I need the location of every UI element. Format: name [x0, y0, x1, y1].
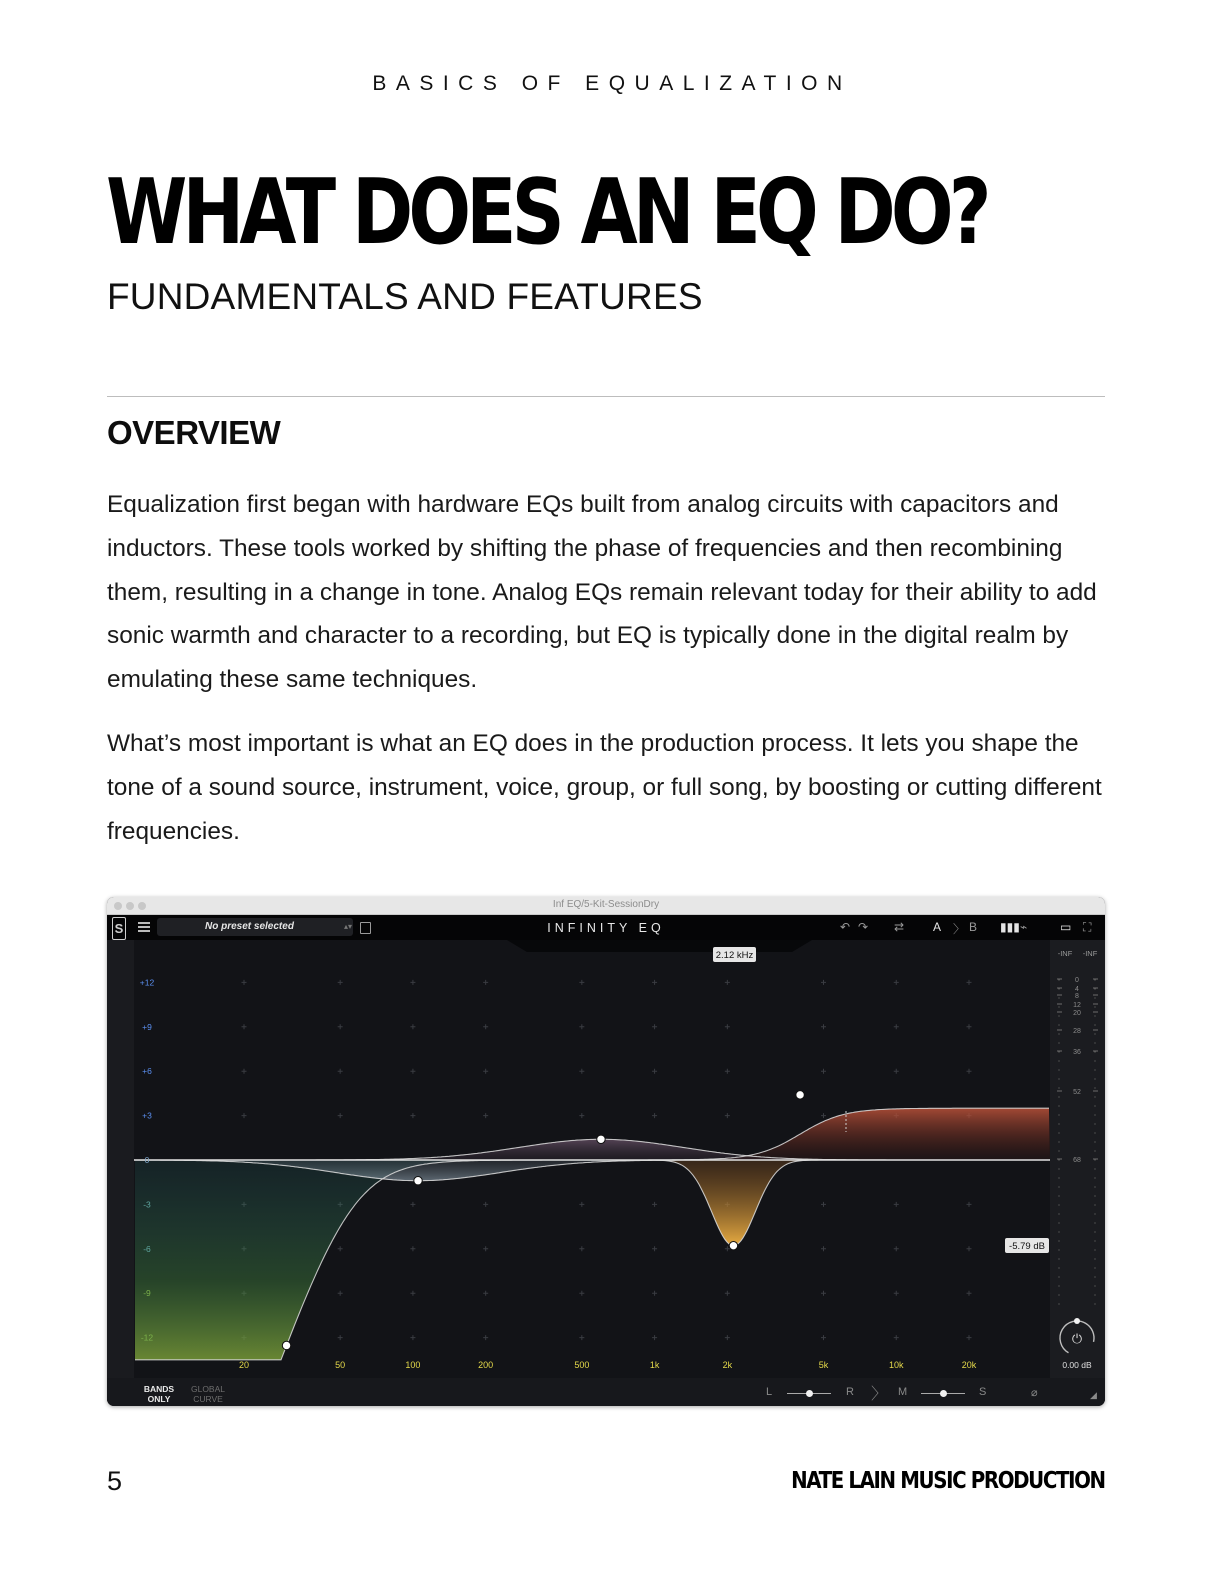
band-node-3[interactable] [597, 1135, 605, 1143]
preset-selector[interactable]: No preset selected [157, 918, 353, 936]
phase-invert-icon[interactable]: ⌀ [1031, 1387, 1038, 1399]
output-gain-knob-marker [1074, 1318, 1080, 1324]
freq-axis-label: 200 [478, 1360, 494, 1370]
gain-axis-panel [107, 940, 134, 1378]
ab-a-button[interactable]: A [933, 920, 942, 934]
stereo-left-label: L [766, 1386, 773, 1398]
freq-axis-label: 20k [961, 1360, 977, 1370]
band-node-5[interactable] [796, 1091, 804, 1099]
page-subtitle: FUNDAMENTALS AND FEATURES [107, 276, 703, 317]
window-titlebar [107, 897, 1105, 915]
gain-axis-label: -3 [143, 1199, 151, 1210]
window-title: Inf EQ/5-Kit-SessionDry [552, 899, 660, 910]
eq-plugin-screenshot [107, 897, 1105, 1406]
meter-tick-label: 20 [1073, 1010, 1081, 1017]
running-header: BASICS OF EQUALIZATION [372, 72, 852, 95]
plugin-brand: INFINITY EQ [547, 921, 665, 935]
resize-handle-icon[interactable]: ◢ [1090, 1390, 1097, 1400]
freq-readout: 2.12 kHz [715, 950, 754, 961]
side-label: S [979, 1386, 987, 1398]
paragraph-overview-2: What’s most important is what an EQ does in the production process. It lets you shape the tone of a sound source, instrument, voice, group, or full song, by boosting or cutting different frequencies. [107, 730, 1102, 845]
meter-tick-label: 0 [1075, 977, 1079, 984]
gain-axis-label: +3 [142, 1110, 152, 1121]
gain-axis-label: +6 [142, 1066, 152, 1077]
meter-tick-label: 36 [1073, 1049, 1081, 1056]
section-divider [107, 396, 1105, 397]
global-curve-toggle[interactable]: GLOBAL CURVE [190, 1384, 226, 1404]
band-node-1[interactable] [282, 1341, 290, 1349]
gain-axis-label: 0 [144, 1155, 150, 1165]
paragraph-overview-1: Equalization first began with hardware EQs built from analog circuits with capacitors and inductors. These tools worked by shifting the phase of frequencies and then recombining them, resulting in a change in tone. Analog EQs remain relevant today for their ability to add sonic warmth and character to a recording, but EQ is typically done in the digital realm by emulating these same techniques. [107, 491, 1097, 694]
gain-axis-label: -6 [143, 1243, 151, 1254]
freq-axis-label: 50 [335, 1360, 346, 1370]
meter-tick-label: 8 [1075, 993, 1079, 1000]
gain-axis-label: -9 [143, 1288, 151, 1299]
meter-left-peak: -INF [1057, 949, 1073, 958]
gain-axis-label: +9 [142, 1021, 152, 1032]
compare-link-icon[interactable]: ⇄ [894, 920, 905, 934]
plugin-toolbar [107, 915, 1105, 940]
stereo-right-label: R [846, 1386, 854, 1398]
freq-axis-label: 100 [405, 1360, 421, 1370]
band-node-2[interactable] [414, 1177, 422, 1185]
stereo-balance-slider[interactable] [787, 1393, 831, 1394]
undo-icon[interactable]: ↶ [840, 920, 851, 934]
bands-only-toggle[interactable]: BANDS ONLY [143, 1384, 175, 1404]
gain-readout: -5.79 dB [1009, 1241, 1045, 1252]
meter-tick-label: 28 [1073, 1028, 1081, 1035]
freq-axis-label: 5k [818, 1360, 829, 1370]
preset-arrows-icon[interactable]: ▴▾ [344, 922, 353, 931]
output-gain-value: 0.00 dB [1062, 1360, 1092, 1370]
ab-b-button[interactable]: B [969, 920, 978, 934]
mid-label: M [898, 1386, 908, 1398]
band-node-4[interactable] [729, 1241, 737, 1249]
gain-axis-label: -12 [140, 1332, 154, 1343]
meter-right-peak: -INF [1082, 949, 1098, 958]
section-heading: OVERVIEW [107, 414, 281, 451]
chevron-right-icon: 〉 [871, 1386, 888, 1403]
eq-display[interactable] [107, 940, 1105, 1378]
meter-tick-label: 68 [1073, 1157, 1081, 1164]
meter-tick-label: 4 [1075, 986, 1079, 993]
feedback-icon[interactable]: ▭ [1060, 920, 1072, 934]
redo-icon[interactable]: ↷ [858, 920, 869, 934]
freq-axis-label: 2k [722, 1360, 733, 1370]
freq-axis-label: 1k [649, 1360, 660, 1370]
page-number: 5 [107, 1466, 123, 1496]
ab-copy-icon[interactable]: 〉 [953, 922, 966, 936]
midi-learn-icon[interactable]: ⌁ [1020, 920, 1028, 934]
meter-tick-label: 52 [1073, 1089, 1081, 1096]
plugin-bottom-bar [107, 1378, 1105, 1406]
page-title: WHAT DOES AN EQ DO? [106, 160, 987, 265]
footer-brand: NATE LAIN MUSIC PRODUCTION [791, 1468, 1105, 1494]
freq-axis-label: 10k [888, 1360, 904, 1370]
plugin-logo-icon: S [112, 917, 126, 940]
mid-side-slider[interactable] [921, 1393, 965, 1394]
bypass-power-icon[interactable]: ⏻ [1071, 1332, 1083, 1347]
freq-axis-label: 20 [238, 1360, 250, 1370]
analyzer-icon[interactable]: ▮▮▮ [1000, 920, 1020, 934]
gain-axis-label: +12 [139, 977, 155, 988]
fullscreen-icon[interactable]: ⛶ [1083, 920, 1092, 934]
eq-graph[interactable] [107, 940, 1105, 1378]
freq-axis-label: 500 [574, 1360, 590, 1370]
meter-tick-label: 12 [1073, 1002, 1081, 1009]
